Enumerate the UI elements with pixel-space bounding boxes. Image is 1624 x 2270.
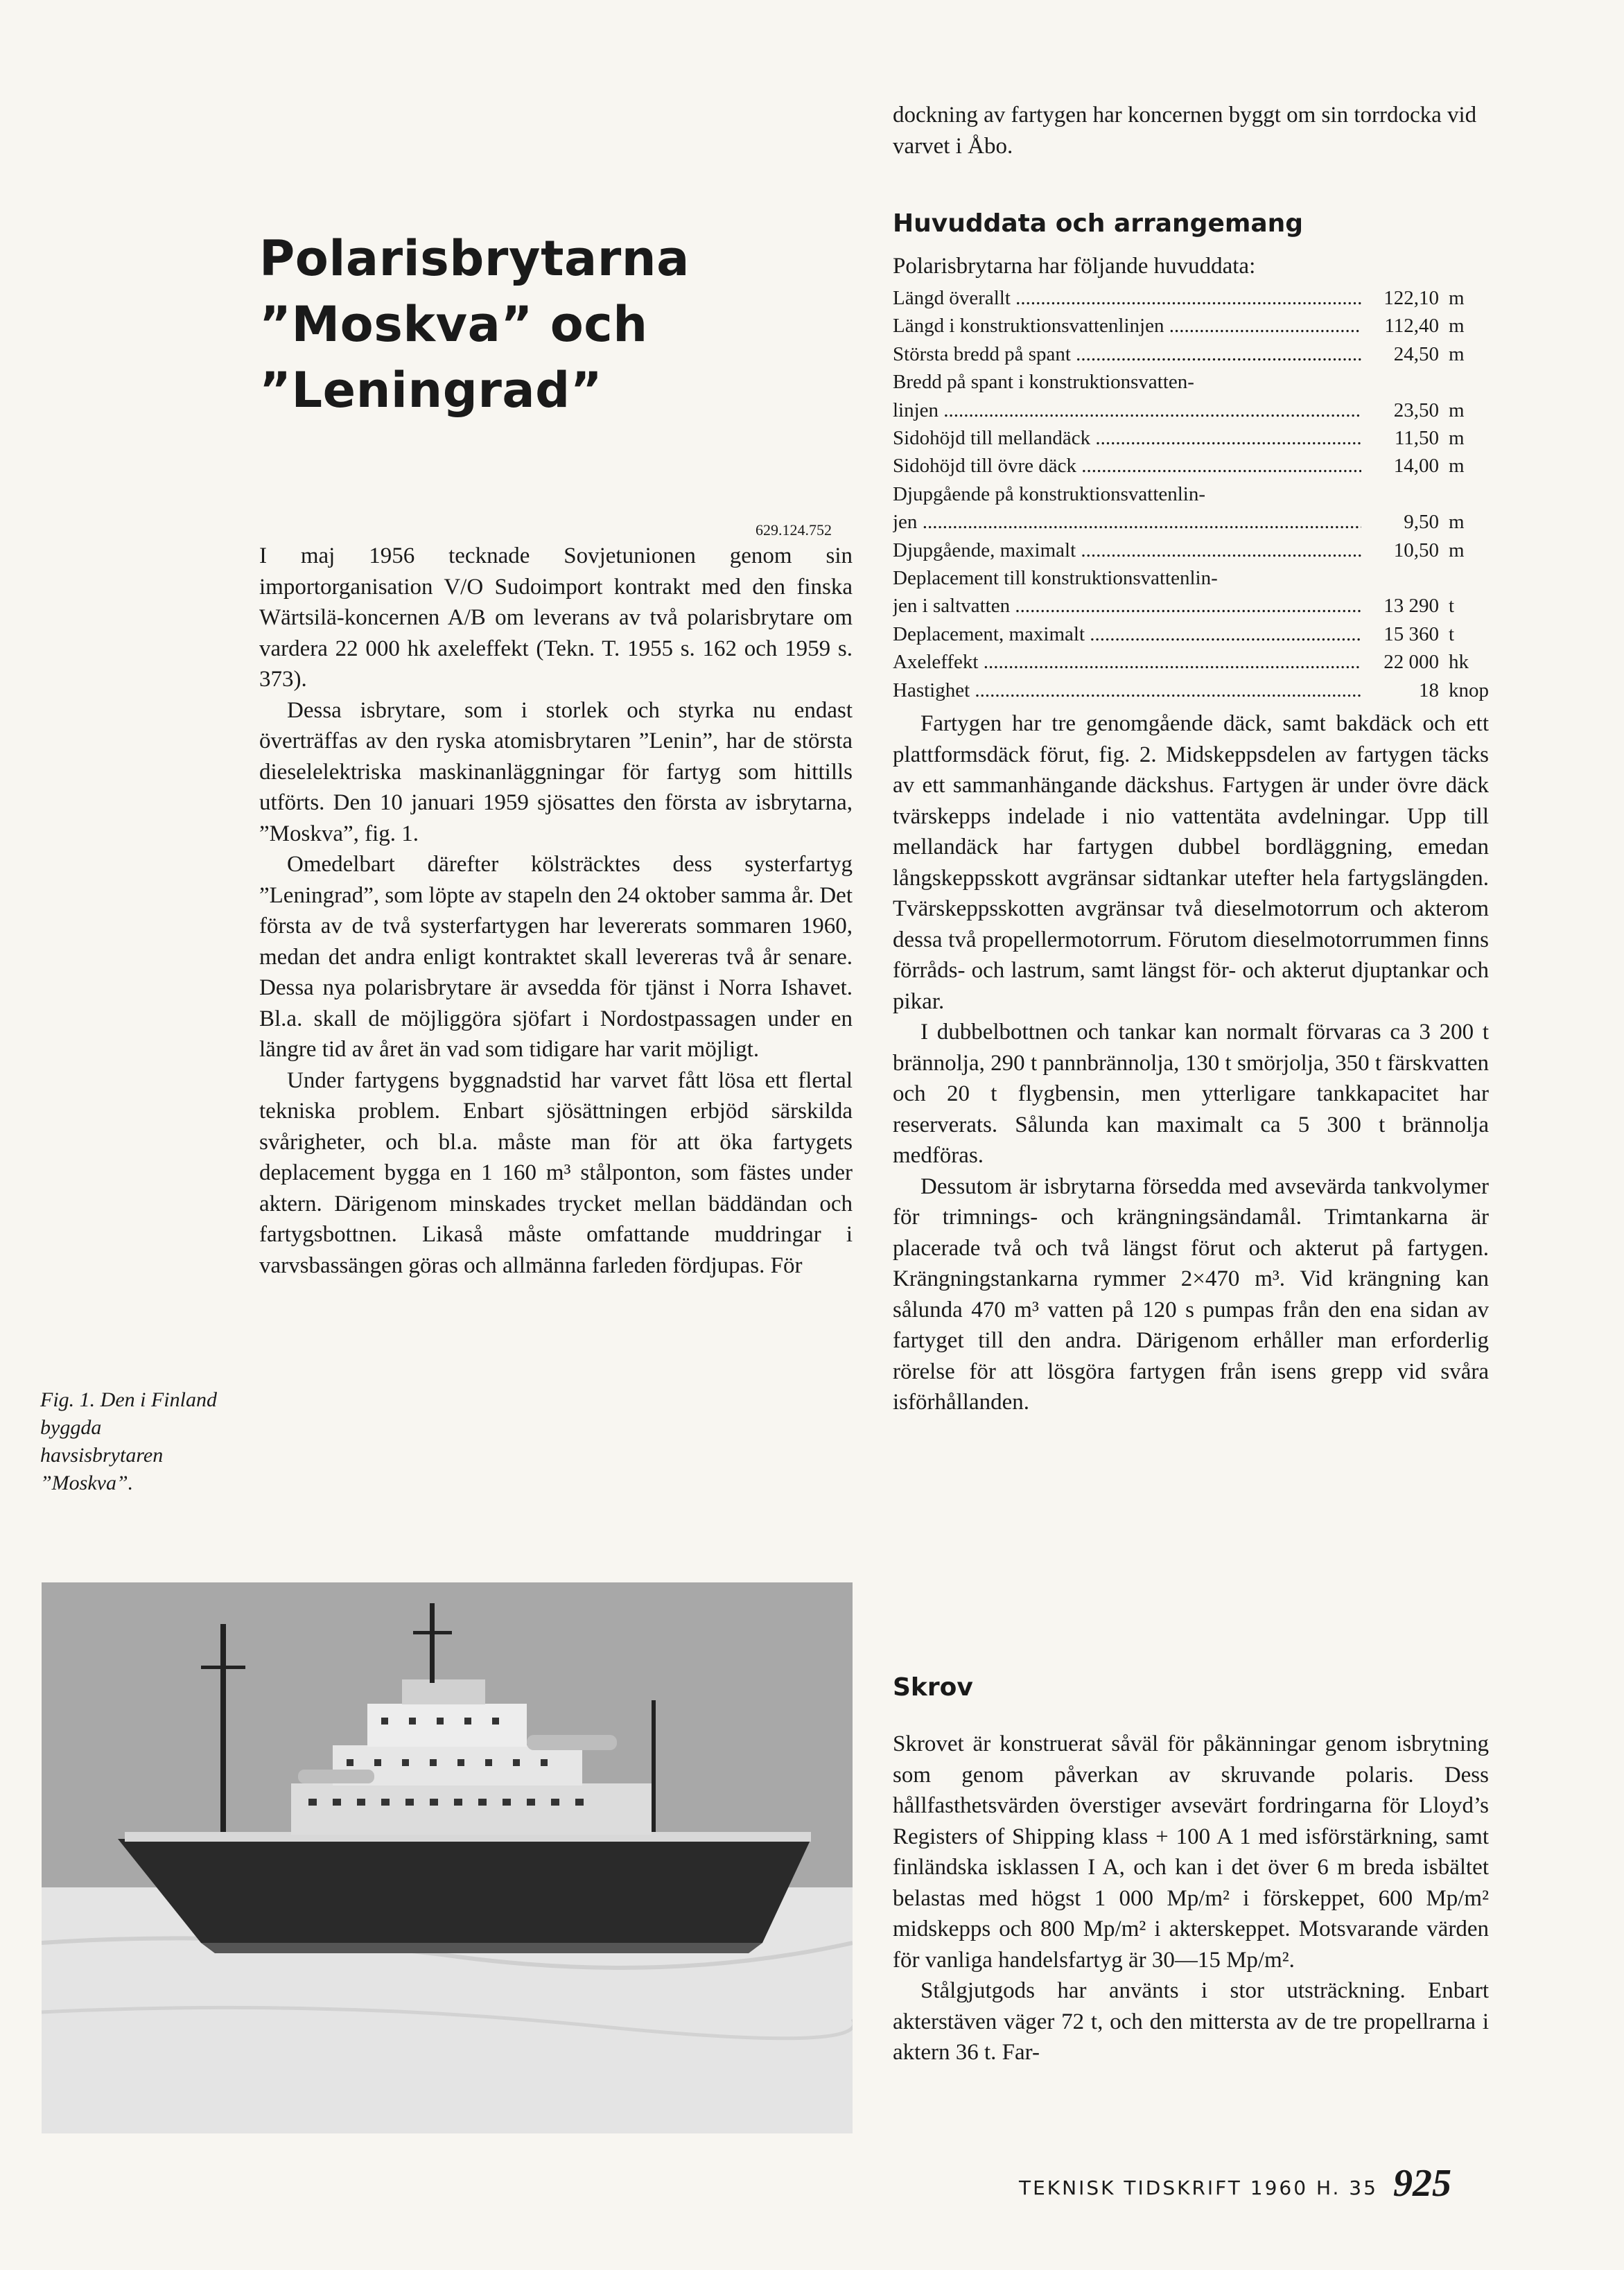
paragraph: Omedelbart därefter kölsträcktes dess systerfartyg ”Leningrad”, som löpte av stapeln den 24 oktober samma år. Det första av de två systerfartygen har levererats sommaren 1960, medan det andra enligt kontraktet skall levereras två år senare. Dessa nya polarisbrytare är avsedda för tjänst i Norra Ishavet. Bl.a. skall de möjliggöra sjöfart i Nordostpassagen under en längre tid av året än vad som tidigare har varit möjligt. [259, 852, 853, 1062]
spec-unit: hk [1449, 651, 1469, 674]
section-heading-main-data: Huvuddata och arrangemang [893, 209, 1304, 238]
spec-unit: m [1449, 511, 1465, 534]
spec-label: Axeleffekt ..... [893, 648, 1361, 676]
spec-label: Största bredd på spant ..... [893, 340, 1361, 368]
spec-row [893, 676, 1489, 704]
paragraph: Dessa isbrytare, som i storlek och styrka nu endast överträffas av den ryska atomisbrytaren ”Lenin”, har de största dieselelektriska maskinanläggningar för fartyg som hittills utförts. Den 10 januari 1959 sjösattes den första av isbrytarna, ”Moskva”, fig. 1. [259, 697, 853, 846]
spec-label-first-line: Deplacement till konstruktionsvattenlin- [893, 567, 1218, 590]
spec-row [893, 424, 1489, 452]
icebreaker-photo [42, 1582, 853, 2133]
spec-row [893, 648, 1489, 676]
spec-unit: m [1449, 539, 1465, 561]
right-column-top [893, 100, 1489, 161]
paragraph: I dubbelbottnen och tankar kan normalt förvaras ca 3 200 t brännolja, 290 t pannbrännolja, 130 t smörjolja, 350 t färskvatten och 20 t flygbensin, men ytterligare tankkapacitet har reserverats. Sålunda kan maximalt ca 5 300 t brännolja medföras. [893, 1020, 1489, 1169]
spec-value: 24,50 [1393, 342, 1439, 365]
spec-label: Djupgående, maximalt ..... [893, 536, 1361, 564]
spec-row [893, 452, 1489, 480]
spec-row [893, 312, 1489, 340]
spec-label: jen i saltvatten ..... [893, 592, 1361, 620]
page-number: 925 [1393, 2162, 1451, 2205]
spec-row [893, 620, 1489, 648]
spec-unit: m [1449, 315, 1465, 338]
spec-row-label-continued [893, 368, 1489, 396]
right-column-main [893, 207, 1489, 1418]
specs-table [893, 284, 1489, 704]
spec-label: jen ..... [893, 508, 1361, 536]
spec-value: 112,40 [1384, 315, 1439, 338]
spec-unit: m [1449, 427, 1465, 450]
spec-value: 15 360 [1383, 622, 1439, 645]
spec-value: 22 000 [1383, 651, 1439, 674]
spec-row [893, 536, 1489, 564]
spec-unit: t [1449, 595, 1455, 618]
article-title-line-1: Polarisbrytarna [259, 230, 690, 287]
spec-label-first-line: Djupgående på konstruktionsvattenlin- [893, 482, 1206, 505]
journal-footer: TEKNISK TIDSKRIFT 1960 H. 35 [1019, 2176, 1378, 2199]
article-title [259, 226, 758, 424]
figure-caption: Fig. 1. Den i Finland byggda havsisbrytaren ”Moskva”. [40, 1388, 217, 1494]
spec-unit: m [1449, 455, 1465, 478]
section-hull [893, 1670, 1489, 2068]
paragraph: Under fartygens byggnadstid har varvet fått lösa ett flertal tekniska problem. Enbart sjösättningen erbjöd särskilda svårigheter, och bl.a. måste man för att öka fartygets deplacement bygga en 1 160 m³ stålponton, som fästes under aktern. Därigenom minskades trycket mellan bäddändan och fartygsbottnen. Likaså måste omfattande muddringar i varvsbassängen göras och allmänna farleden fördjupas. För [259, 1067, 853, 1278]
spec-value: 13 290 [1383, 595, 1439, 618]
ship-illustration [42, 1582, 853, 2133]
spec-value: 14,00 [1393, 455, 1439, 478]
spec-unit: m [1449, 399, 1465, 421]
spec-value: 11,50 [1394, 427, 1439, 450]
paragraph: Fartygen har tre genomgående däck, samt bakdäck och ett plattformsdäck förut, fig. 2. Midskeppsdelen av fartygen täcks av ett sammanhängande däckshus. Fartygen är under övre däck tvärskepps indelade i nio vattentäta avdelningar. Upp till mellandäck har fartygen dubbel bordläggning, emedan långskeppsskott avgränsar sidtankar utefter hela fartygslängden. Tvärskeppsskotten avgränsar två dieselmotorrum och akterom dessa två propellermotorrum. Förutom dieselmotorrummen finns förråds- och lastrum, samt längst för- och akterut djuptankar och pikar. [893, 711, 1489, 1014]
continued-text: dockning av fartygen har koncernen byggt om sin torrdocka vid varvet i Åbo. [893, 103, 1477, 159]
spec-label: Sidohöjd till övre däck ..... [893, 452, 1361, 480]
spec-row [893, 396, 1489, 424]
spec-unit: m [1449, 287, 1465, 309]
article-title-line-2: ”Moskva” och [259, 296, 648, 353]
paragraph: Stålgjutgods har använts i stor utsträckning. Enbart akterstäven väger 72 t, och den mittersta av de tre propellrarna i aktern 36 t. Far- [893, 1978, 1489, 2065]
spec-row [893, 508, 1489, 536]
spec-label: Längd i konstruktionsvattenlinjen ..... [893, 312, 1361, 340]
section-heading-hull: Skrov [893, 1673, 973, 1702]
spec-label-first-line: Bredd på spant i konstruktionsvatten- [893, 371, 1194, 394]
spec-row [893, 592, 1489, 620]
paragraph: I maj 1956 tecknade Sovjetunionen genom sin importorganisation V/O Sudoimport kontrakt med den finska Wärtsilä-koncernen A/B om leverans av två polarisbrytare om vardera 22 000 hk axeleffekt (Tekn. T. 1955 s. 162 och 1959 s. 373). [259, 543, 853, 692]
left-column [259, 541, 853, 1281]
spec-label: Deplacement, maximalt ..... [893, 620, 1361, 648]
spec-label: Hastighet ..... [893, 676, 1361, 704]
arrangement-text [893, 708, 1489, 1418]
spec-value: 122,10 [1383, 287, 1439, 309]
spec-value: 18 [1419, 679, 1439, 701]
spec-label: linjen ..... [893, 396, 1361, 424]
spec-value: 9,50 [1404, 511, 1439, 534]
spec-label: Sidohöjd till mellandäck ..... [893, 424, 1361, 452]
spec-row [893, 284, 1489, 312]
spec-value: 10,50 [1393, 539, 1439, 561]
spec-unit: t [1449, 622, 1455, 645]
spec-row [893, 340, 1489, 368]
spec-value: 23,50 [1393, 399, 1439, 421]
spec-unit: m [1449, 342, 1465, 365]
specs-intro: Polarisbrytarna har följande huvuddata: [893, 254, 1256, 279]
spec-row-label-continued [893, 564, 1489, 592]
spec-label: Längd överallt ..... [893, 284, 1361, 312]
article-title-line-3: ”Leningrad” [259, 362, 603, 419]
spec-row-label-continued [893, 480, 1489, 508]
udc-code: 629.124.752 [756, 521, 832, 539]
paragraph: Skrovet är konstruerat såväl för påkänningar genom isbrytning som genom påverkan av skruvande polaris. Dess hållfasthetsvärden överstiger avsevärt fordringarna för Lloyd’s Registers of Shipping klass + 100 A 1 med isförstärkning, samt finländska isklassen I A, och kan i det över 6 m breda isbältet belastas med högst 1 000 Mp/m² i förskeppet, 600 Mp/m² midskepps och 800 Mp/m² i akterskeppet. Motsvarande värden för vanliga handelsfartyg är 30—15 Mp/m². [893, 1731, 1489, 1973]
paragraph: Dessutom är isbrytarna försedda med avsevärda tankvolymer för trimnings- och krängningsändamål. Trimtankarna är placerade två och två längst förut och akterut på fartygen. Krängningstankarna rymmer 2×470 m³. Vid krängning kan sålunda 470 m³ vatten på 120 s pumpas från den ena sidan av fartyget till den andra. Därigenom erhåller man erforderlig rörelse för att lösgöra fartygen från isens grepp vid svåra isförhållanden. [893, 1173, 1489, 1415]
spec-unit: knop [1449, 679, 1489, 701]
